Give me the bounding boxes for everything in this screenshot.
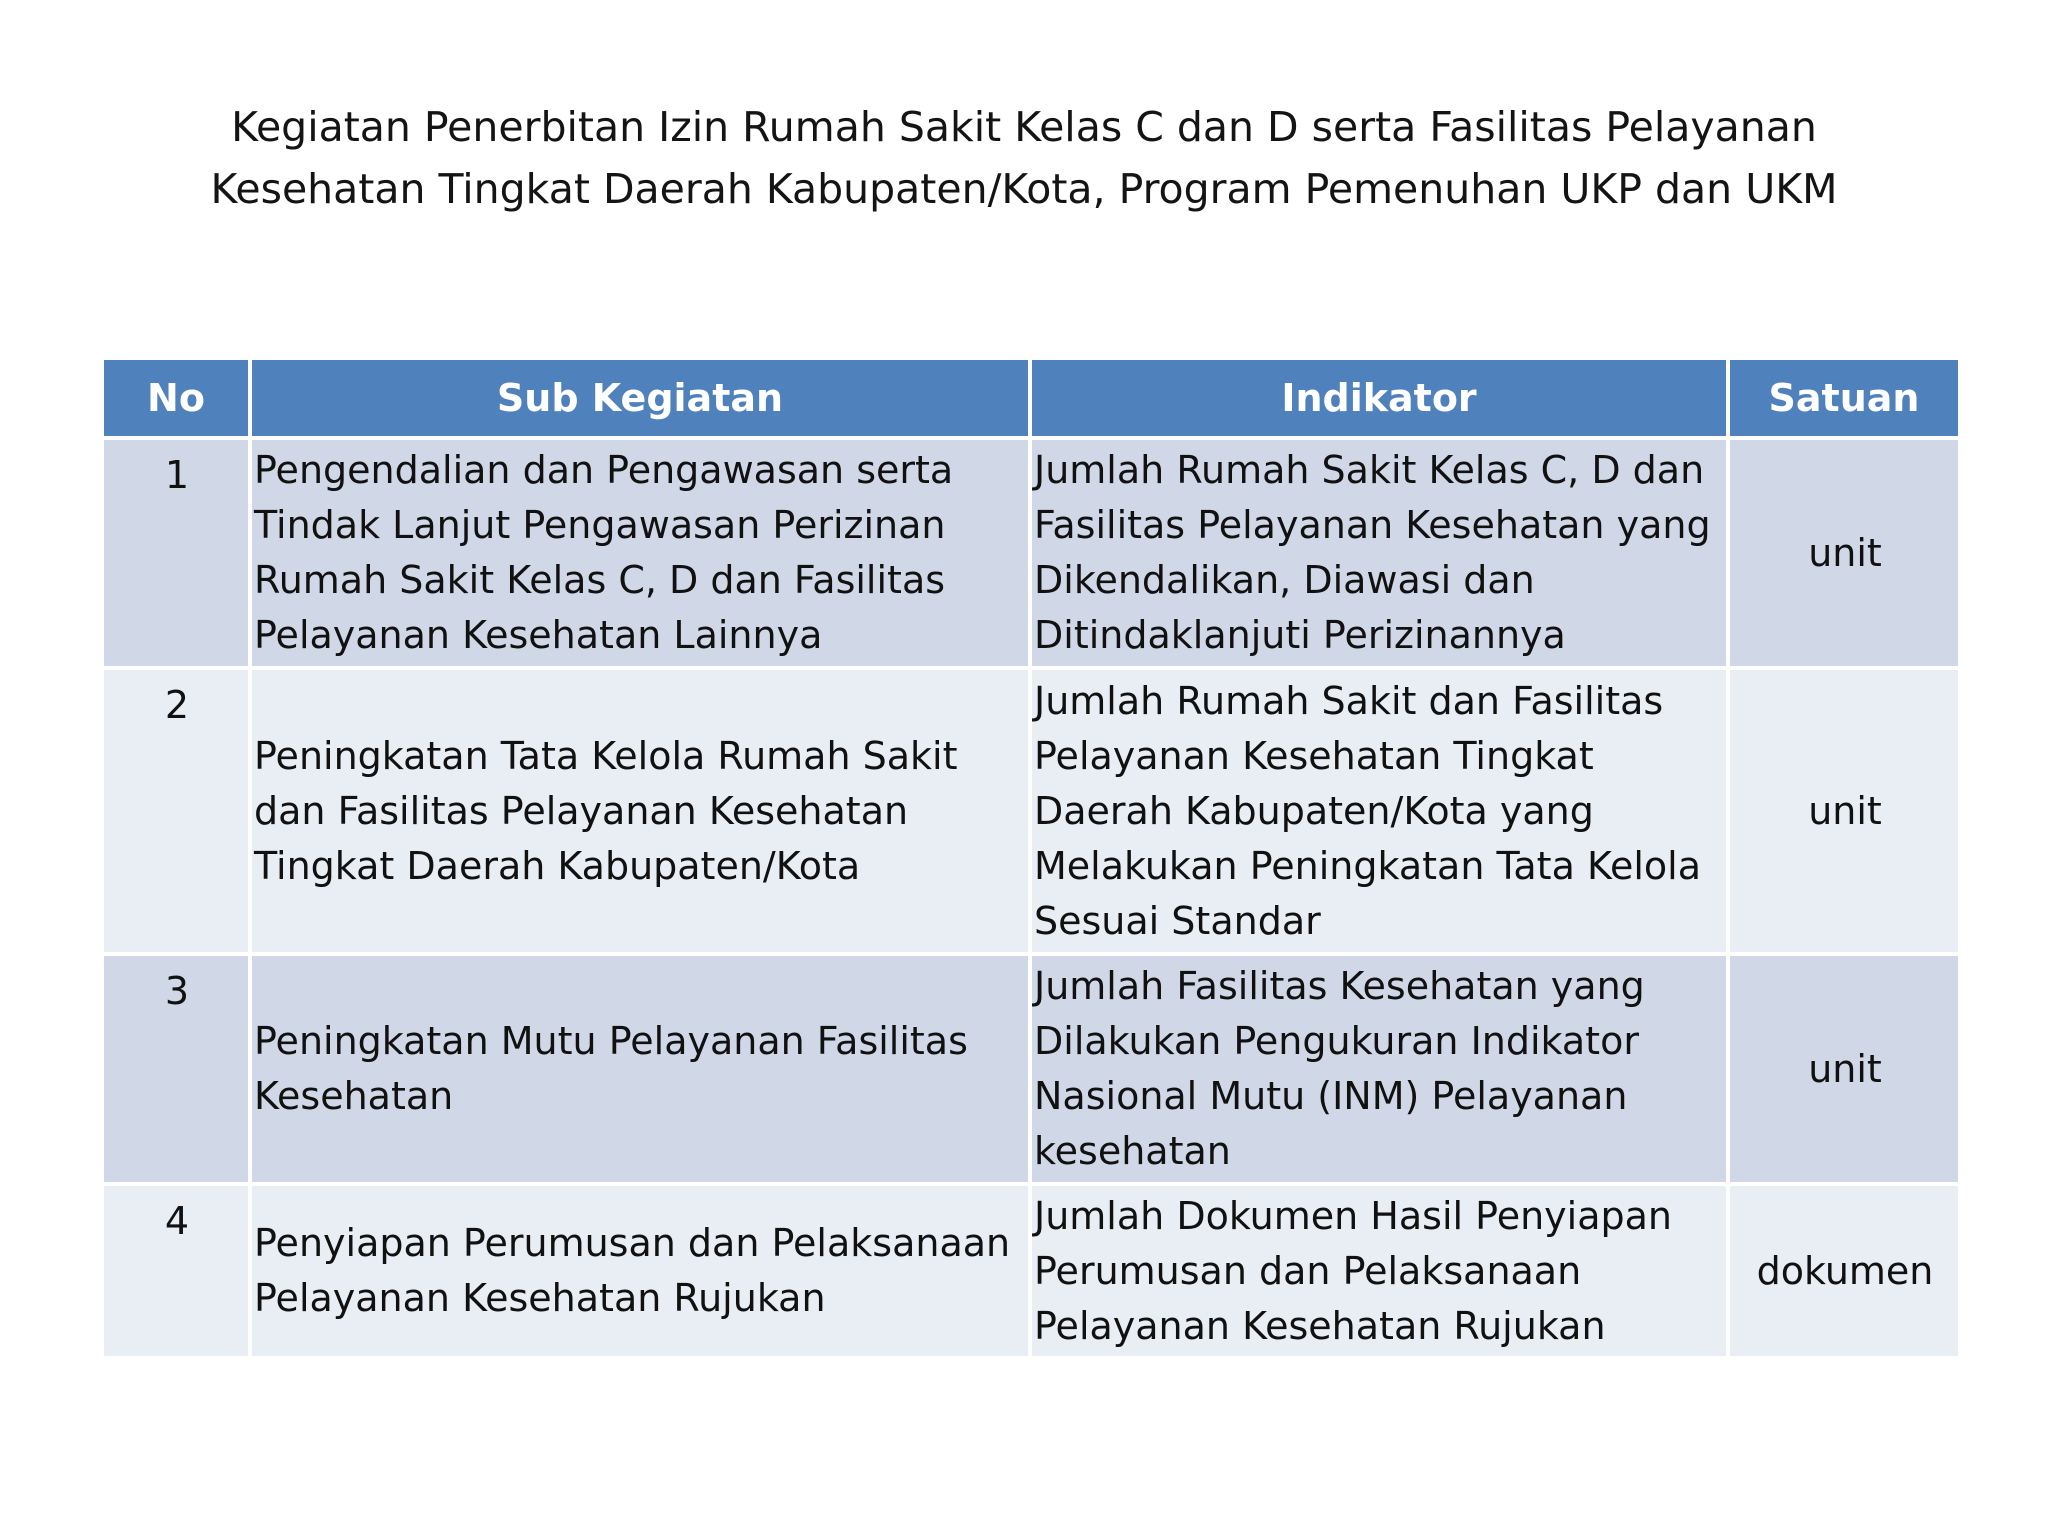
title-line-1: Kegiatan Penerbitan Izin Rumah Sakit Kelas C dan D serta Fasilitas Pelayanan (231, 103, 1817, 151)
cell-satuan: unit (1730, 440, 1958, 666)
header-indikator: Indikator (1032, 360, 1726, 436)
cell-sub-kegiatan: Peningkatan Mutu Pelayanan Fasilitas Kesehatan (252, 956, 1028, 1182)
cell-indikator: Jumlah Rumah Sakit Kelas C, D dan Fasilitas Pelayanan Kesehatan yang Dikendalikan, Diawasi dan Ditindaklanjuti Perizinannya (1032, 440, 1726, 666)
cell-indikator: Jumlah Dokumen Hasil Penyiapan Perumusan dan Pelaksanaan Pelayanan Kesehatan Rujukan (1032, 1186, 1726, 1356)
page-title (100, 96, 1948, 220)
table-row (104, 440, 1958, 666)
cell-indikator: Jumlah Rumah Sakit dan Fasilitas Pelayanan Kesehatan Tingkat Daerah Kabupaten/Kota yang Melakukan Peningkatan Tata Kelola Sesuai Standar (1032, 670, 1726, 952)
cell-satuan: dokumen (1730, 1186, 1958, 1356)
cell-no: 4 (104, 1186, 248, 1356)
title-line-2: Kesehatan Tingkat Daerah Kabupaten/Kota, Program Pemenuhan UKP dan UKM (210, 165, 1838, 213)
cell-sub-kegiatan: Pengendalian dan Pengawasan serta Tindak Lanjut Pengawasan Perizinan Rumah Sakit Kelas C, D dan Fasilitas Pelayanan Kesehatan Lainnya (252, 440, 1028, 666)
header-sub-kegiatan: Sub Kegiatan (252, 360, 1028, 436)
cell-no: 1 (104, 440, 248, 666)
cell-satuan: unit (1730, 956, 1958, 1182)
cell-indikator: Jumlah Fasilitas Kesehatan yang Dilakukan Pengukuran Indikator Nasional Mutu (INM) Pelayanan kesehatan (1032, 956, 1726, 1182)
header-no: No (104, 360, 248, 436)
table-row (104, 670, 1958, 952)
cell-no: 3 (104, 956, 248, 1182)
cell-sub-kegiatan: Peningkatan Tata Kelola Rumah Sakit dan Fasilitas Pelayanan Kesehatan Tingkat Daerah Kabupaten/Kota (252, 670, 1028, 952)
cell-sub-kegiatan: Penyiapan Perumusan dan Pelaksanaan Pelayanan Kesehatan Rujukan (252, 1186, 1028, 1356)
table-header-row (104, 360, 1958, 436)
table-row (104, 956, 1958, 1182)
cell-no: 2 (104, 670, 248, 952)
cell-satuan: unit (1730, 670, 1958, 952)
table-row (104, 1186, 1958, 1356)
activity-table (100, 356, 1962, 1360)
header-satuan: Satuan (1730, 360, 1958, 436)
